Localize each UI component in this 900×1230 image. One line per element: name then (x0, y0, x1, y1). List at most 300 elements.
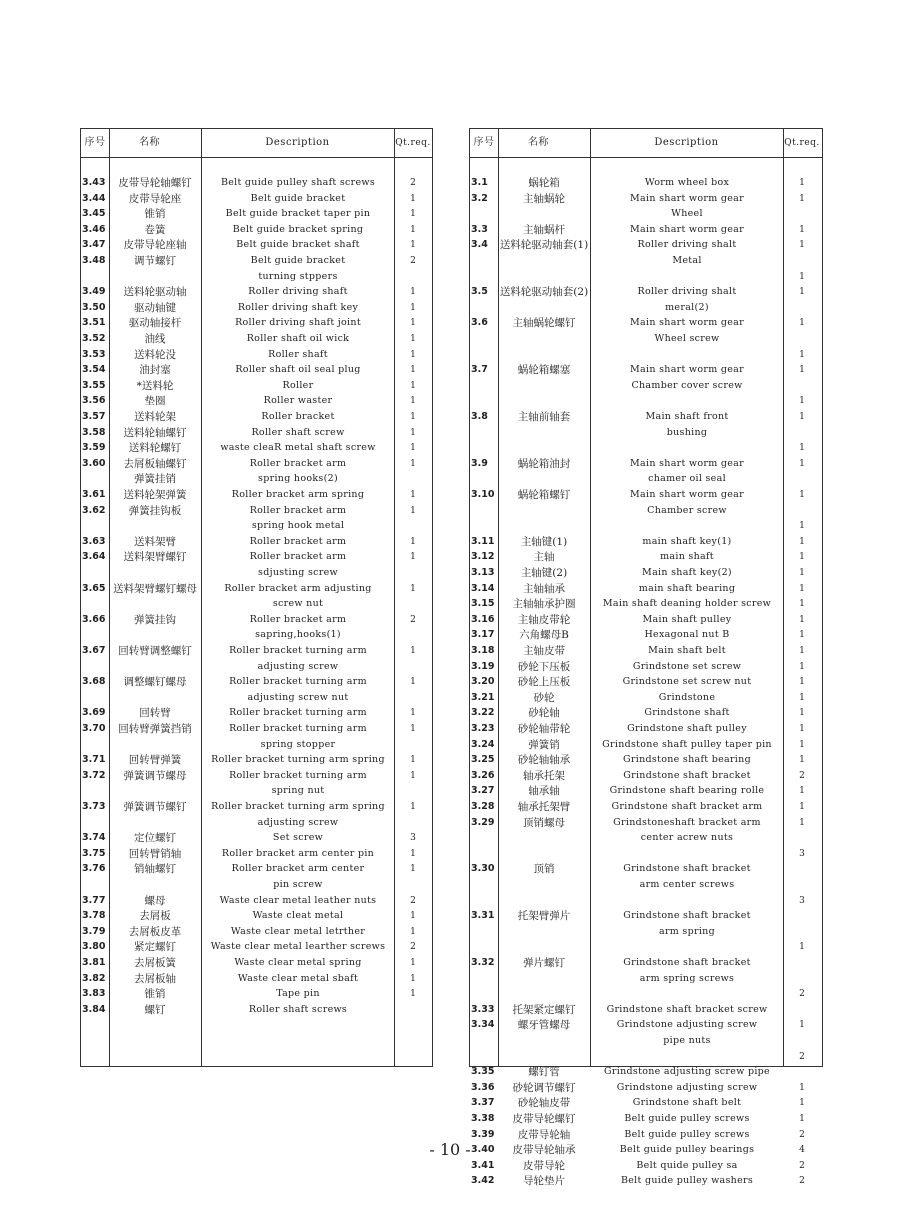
part-number: 3.73 (82, 801, 106, 812)
part-name-cn: 主轴键(1) (520, 535, 568, 548)
part-name-cn: 弹簧挂钩 (134, 613, 176, 626)
part-number: 3.7 (471, 364, 488, 376)
part-name-cn: 砂轮轴带轮 (517, 723, 571, 735)
part-description: Waste clear metal spring (234, 957, 362, 968)
part-name-cn: 皮带导轮 (523, 1159, 565, 1172)
part-description: Wheel screw (654, 333, 720, 344)
part-name-cn: 皮带导轮座 (128, 192, 182, 205)
part-name-cn: 轴承托架 (523, 769, 565, 782)
part-name-cn: 驱动轴键 (134, 301, 176, 314)
part-number: 3.54 (82, 364, 106, 376)
part-quantity: 1 (799, 677, 805, 688)
part-description: Main shaft key(2) (642, 567, 732, 578)
part-number (471, 893, 498, 909)
part-description: Waste clear metal learther screws (210, 941, 386, 953)
part-description: Roller (282, 379, 314, 391)
part-quantity: 1 (799, 443, 805, 454)
part-description: Grindstone shaft pulley (627, 723, 747, 734)
part-name-cn (498, 846, 590, 862)
part-number: 3.29 (471, 816, 495, 828)
part-description: Roller shaft (268, 348, 328, 360)
part-number: 3.30 (471, 863, 495, 875)
part-name-cn: 砂轮轴 (528, 707, 560, 720)
part-quantity: 1 (410, 427, 416, 438)
part-description: pipe nuts (663, 1035, 711, 1046)
part-number (471, 347, 498, 363)
part-quantity: 1 (410, 505, 416, 516)
part-number: 3.23 (471, 723, 495, 734)
part-quantity: 1 (799, 599, 805, 610)
part-name-cn: 紧定螺钉 (134, 941, 176, 954)
part-description: spring nut (271, 785, 325, 797)
part-name-cn: 销轴螺钉 (134, 863, 176, 876)
part-number: 3.24 (471, 738, 495, 750)
part-number: 3.76 (82, 863, 106, 875)
header-name: 名称 (139, 137, 160, 148)
part-number: 3.33 (471, 1003, 495, 1015)
part-name-cn: 去屑板轴 (134, 972, 176, 985)
part-description: Belt guide pulley shaft screws (220, 177, 376, 188)
part-description: turning stppers (258, 270, 338, 282)
part-number: 3.3 (471, 223, 488, 235)
part-quantity: 1 (799, 739, 805, 750)
part-number: 3.77 (82, 894, 106, 906)
part-name-cn: 蜗轮箱 (528, 177, 560, 189)
part-description: Tape pin (276, 988, 320, 1000)
part-description: adjusting screw (257, 816, 339, 828)
part-number: 3.74 (82, 832, 106, 844)
part-quantity: 1 (410, 287, 416, 298)
part-name-cn: 主轴蜗杆 (523, 223, 565, 236)
part-name-cn: 螺钉 (144, 1003, 166, 1016)
part-number: 3.60 (82, 457, 106, 469)
part-number: 3.47 (82, 239, 106, 251)
part-number: 3.62 (82, 504, 106, 516)
part-number: 3.67 (82, 645, 106, 656)
part-quantity: 1 (799, 568, 805, 578)
part-number: 3.42 (471, 1175, 495, 1187)
part-description: arm spring (659, 925, 715, 937)
part-description: Grindstoneshaft bracket arm (613, 816, 761, 828)
part-quantity: 1 (410, 224, 416, 235)
part-description: Metal (672, 255, 702, 266)
part-name-cn (498, 1049, 590, 1065)
part-name-cn (498, 986, 590, 1002)
part-number: 3.13 (471, 567, 495, 578)
part-quantity: 1 (410, 958, 416, 968)
part-number: 3.52 (82, 333, 106, 344)
part-quantity: 1 (799, 521, 805, 532)
part-quantity: 1 (799, 817, 805, 828)
part-number: 3.53 (82, 348, 106, 360)
part-name-cn: 去屑板皮革 (128, 925, 182, 938)
part-name-cn: 送料轮驱动轴套(2) (499, 286, 589, 299)
part-description: Belt guide bracket shaft (236, 239, 360, 251)
part-number: 3.31 (471, 910, 495, 922)
part-number: 3.34 (471, 1019, 495, 1031)
part-name-cn: 送料架臂螺钉螺母 (113, 582, 197, 595)
part-quantity: 1 (410, 380, 416, 391)
part-number: 3.26 (471, 769, 495, 781)
part-quantity: 3 (799, 895, 805, 906)
part-description: main shaft (660, 551, 714, 563)
part-quantity: 1 (799, 1098, 805, 1109)
part-number: 3.43 (82, 177, 106, 188)
part-quantity: 1 (410, 583, 416, 594)
part-quantity: 1 (799, 287, 805, 298)
part-description: Belt guide bracket (250, 192, 346, 204)
part-name-cn: 锥销 (144, 988, 166, 1001)
part-name-cn: 螺母 (144, 894, 166, 907)
part-description: center acrew nuts (640, 832, 734, 844)
part-description: main shaft bearing (638, 582, 736, 594)
part-description: Grindstone shaft bracket (623, 910, 751, 922)
part-description: Belt guide bracket taper pin (225, 208, 371, 220)
part-name-cn: 轴承托架臂 (517, 801, 571, 813)
part-quantity: 1 (410, 646, 416, 656)
part-description: Chamber cover screw (631, 379, 743, 391)
part-quantity: 1 (799, 755, 805, 766)
part-description: Waste cleat metal (252, 910, 344, 922)
part-description: main shaft key(1) (642, 535, 732, 547)
part-description: Roller bracket arm (249, 613, 347, 625)
part-quantity: 1 (410, 989, 416, 1000)
part-number: 3.27 (471, 785, 495, 797)
part-description: Grindstone shaft bracket (623, 863, 751, 875)
part-number (82, 471, 109, 487)
part-description: spring hook metal (251, 520, 345, 532)
part-number: 3.71 (82, 754, 106, 766)
part-quantity: 1 (410, 490, 416, 500)
part-name-cn: 六角螺母B (519, 629, 569, 642)
part-number (471, 846, 498, 862)
part-quantity: 2 (410, 614, 416, 625)
part-quantity: 1 (799, 692, 805, 703)
part-quantity: 1 (799, 536, 805, 547)
header-qty: Qt.req. (395, 138, 431, 148)
part-name-cn: 砂轮轴皮带 (517, 1097, 571, 1110)
part-number: 3.61 (82, 489, 106, 500)
part-quantity: 4 (799, 1145, 805, 1156)
part-description: Belt guide pulley screws (624, 1113, 750, 1124)
part-name-cn: 调节螺钉 (134, 255, 176, 267)
part-number: 3.57 (82, 411, 106, 422)
part-description: Grindstone shaft bracket (623, 957, 751, 968)
part-number: 3.65 (82, 582, 106, 594)
part-number: 3.50 (82, 301, 106, 313)
part-number: 3.17 (471, 629, 495, 641)
part-number: 3.14 (471, 582, 495, 594)
part-quantity: 1 (410, 552, 416, 563)
part-quantity (783, 1064, 821, 1080)
part-name-cn: *送料轮 (136, 379, 174, 392)
part-description: Roller bracket turning arm (229, 769, 367, 781)
part-name-cn: 螺牙管螺母 (517, 1019, 571, 1032)
part-description: Main shart worm gear (630, 317, 744, 329)
part-quantity: 1 (410, 755, 416, 766)
part-number: 3.46 (82, 223, 106, 235)
part-name-cn: 弹簧销 (528, 738, 560, 751)
part-description: Main shart worm gear (630, 457, 744, 469)
part-description: Waste clear metal letrther (230, 925, 366, 937)
part-number: 3.48 (82, 255, 106, 266)
part-description: Roller bracket arm spring (231, 489, 365, 500)
part-number: 3.12 (471, 551, 495, 563)
part-name-cn: 送料架臂螺钉 (123, 551, 187, 564)
part-number: 3.66 (82, 613, 106, 625)
part-name-cn: 垫圈 (144, 395, 166, 408)
part-quantity: 1 (410, 318, 416, 329)
part-quantity: 1 (799, 271, 805, 282)
part-quantity: 1 (410, 724, 416, 734)
part-description: Roller bracket turning arm (229, 645, 367, 656)
part-number: 3.22 (471, 707, 495, 719)
part-quantity: 1 (799, 1114, 805, 1124)
part-description: Roller bracket turning arm (229, 707, 367, 719)
part-name-cn: 蜗轮箱油封 (517, 457, 571, 470)
part-description: Belt guide pulley washers (620, 1175, 754, 1187)
part-number: 3.6 (471, 317, 488, 329)
part-number (471, 393, 498, 409)
part-quantity: 1 (799, 193, 805, 204)
part-number: 3.9 (471, 457, 488, 469)
part-name-cn: 锥销 (144, 208, 166, 221)
part-description: Grindstone set screw nut (622, 676, 752, 688)
part-quantity (783, 908, 821, 924)
part-quantity: 1 (799, 178, 805, 188)
part-number: 3.19 (471, 660, 495, 672)
part-name-cn: 主轴轴承护圈 (512, 598, 576, 611)
part-name-cn (498, 269, 590, 285)
part-name-cn (498, 393, 590, 409)
part-description: Wheel (671, 208, 703, 220)
part-number: 3.51 (82, 317, 106, 329)
part-name-cn (498, 939, 590, 955)
part-name-cn: 回转臂弹簧 (128, 754, 182, 767)
part-quantity: 3 (799, 848, 805, 859)
part-description: Grindstone set screw (632, 660, 742, 672)
part-name-cn: 送料轮螺钉 (128, 442, 182, 455)
part-number: 3.70 (82, 723, 106, 734)
part-number: 3.81 (82, 957, 106, 968)
part-name-cn: 砂轮调节螺钉 (512, 1081, 576, 1094)
part-description: Roller bracket arm (249, 457, 347, 469)
part-number: 3.18 (471, 645, 495, 656)
part-description: Roller bracket arm center pin (221, 847, 375, 859)
part-quantity: 1 (799, 646, 805, 656)
part-name-cn: 回转臂 (139, 707, 171, 720)
part-description: Roller driving shaft joint (235, 317, 361, 329)
part-number: 3.58 (82, 426, 106, 438)
part-description: Main shaft belt (648, 645, 726, 656)
part-description: Main shart worm gear (630, 364, 744, 376)
part-description: spring hooks(2) (258, 473, 338, 485)
part-number: 3.38 (471, 1113, 495, 1124)
part-quantity: 3 (410, 833, 416, 844)
part-number: 3.28 (471, 801, 495, 812)
part-quantity (394, 1002, 432, 1018)
part-name-cn: 皮带导轮轴承 (512, 1144, 576, 1157)
part-number: 3.15 (471, 598, 495, 610)
part-name-cn: 弹簧挂钩板 (128, 504, 182, 517)
part-quantity: 1 (799, 1082, 805, 1093)
part-name-cn: 回转臂弹簧挡销 (118, 723, 192, 735)
part-number: 3.40 (471, 1144, 495, 1156)
part-quantity: 1 (799, 786, 805, 797)
part-quantity: 1 (799, 240, 805, 251)
part-quantity: 1 (410, 334, 416, 344)
part-name-cn: 送料轮驱动轴套(1) (499, 239, 589, 252)
part-name-cn: 砂轮上压板 (517, 676, 571, 689)
part-number: 3.11 (471, 535, 495, 547)
part-number: 3.10 (471, 489, 495, 500)
part-quantity: 1 (410, 458, 416, 469)
part-description: Grindstone shaft bracket arm (611, 801, 763, 812)
part-description: Roller shaft oil wick (246, 333, 350, 344)
part-description: sdjusting screw (258, 567, 338, 578)
part-description: Belt quide pulley sa (636, 1159, 738, 1171)
part-quantity: 1 (799, 349, 805, 360)
part-number: 3.79 (82, 925, 106, 937)
part-description: arm spring screws (639, 972, 735, 984)
part-number (471, 269, 498, 285)
part-quantity: 1 (410, 240, 416, 251)
part-name-cn: 主轴蜗轮 (523, 192, 565, 205)
part-name-cn: 送料轮架弹簧 (123, 489, 187, 501)
part-description: Grindstone shaft bracket (623, 769, 751, 781)
part-name-cn: 主轴 (533, 551, 555, 564)
part-quantity: 1 (410, 349, 416, 360)
part-name-cn: 蜗轮箱螺塞 (517, 364, 571, 377)
part-number: 3.82 (82, 972, 106, 984)
part-description: Grindstone shaft bracket screw (606, 1003, 768, 1015)
part-description: Roller driving shalt (637, 286, 737, 298)
part-name-cn: 定位螺钉 (134, 832, 176, 845)
part-name-cn: 弹簧调节螺钉 (123, 801, 187, 813)
part-number: 3.44 (82, 192, 106, 204)
part-description: Grindstone adjusting screw pipe (604, 1066, 770, 1078)
part-description: Roller driving shaft key (237, 301, 359, 313)
part-description: Grindstone shaft belt (632, 1097, 742, 1109)
part-description: Main shart worm gear (630, 223, 744, 235)
part-description: Main shart worm gear (630, 192, 744, 204)
part-quantity: 1 (799, 802, 805, 812)
part-description: Main shaft front (645, 411, 729, 422)
part-name-cn: 砂轮 (533, 691, 555, 704)
part-number: 3.35 (471, 1066, 495, 1078)
part-number: 3.69 (82, 707, 106, 719)
part-name-cn (498, 440, 590, 456)
part-number: 3.49 (82, 286, 106, 298)
part-name-cn: 皮带导轮座轴 (123, 239, 187, 252)
part-description: adjusting screw nut (247, 691, 349, 703)
part-name-cn: 皮带导轮轴螺钉 (118, 177, 192, 189)
part-description: Grindstone shaft bearing (623, 754, 751, 766)
part-number: 3.16 (471, 613, 495, 625)
left-parts-table (80, 128, 433, 1067)
part-name-cn: 去屑板簧 (134, 957, 176, 969)
part-quantity: 2 (799, 1160, 805, 1171)
part-number: 3.32 (471, 957, 495, 968)
part-number: 3.4 (471, 239, 488, 251)
part-description: Main shaft deaning holder screw (602, 598, 772, 610)
part-description: Roller driving shalt (637, 239, 737, 251)
part-number: 3.8 (471, 411, 488, 422)
part-number: 3.20 (471, 676, 495, 688)
part-name-cn: 调整螺钉螺母 (123, 676, 187, 689)
part-quantity: 1 (799, 942, 805, 953)
part-name-cn: 回转臂销轴 (128, 847, 182, 860)
part-number: 3.80 (82, 941, 106, 953)
part-number: 3.56 (82, 395, 106, 407)
part-quantity: 1 (410, 677, 416, 688)
part-number: 3.72 (82, 769, 106, 781)
part-name-cn: 弹簧调节螺母 (123, 769, 187, 782)
part-description: bushing (666, 426, 708, 438)
part-number: 3.75 (82, 847, 106, 859)
part-name-cn: 主轴皮带轮 (517, 613, 571, 626)
part-quantity: 1 (799, 458, 805, 469)
part-name-cn: 顶销螺母 (523, 816, 565, 829)
part-name-cn (498, 893, 590, 909)
part-description: Roller bracket arm (249, 551, 347, 563)
part-description: meral(2) (665, 301, 709, 313)
header-description: Description (654, 137, 719, 148)
part-quantity: 1 (410, 365, 416, 376)
part-quantity: 1 (799, 630, 805, 641)
part-description: spring stopper (260, 738, 336, 750)
part-quantity: 1 (410, 926, 416, 937)
part-quantity: 1 (799, 552, 805, 563)
part-name-cn: 送料轮架 (134, 411, 176, 423)
part-name-cn: 螺钉管 (528, 1066, 560, 1079)
part-number: 3.36 (471, 1081, 495, 1093)
page-number: - 10 - (429, 1140, 471, 1159)
part-quantity: 1 (799, 1020, 805, 1031)
header-name: 名称 (528, 137, 549, 148)
part-quantity: 1 (410, 412, 416, 422)
part-number (471, 939, 498, 955)
part-quantity: 2 (410, 178, 416, 188)
part-name-cn (498, 347, 590, 363)
part-description: Belt guide bracket spring (232, 223, 364, 235)
part-name-cn: 驱动轴接杆 (128, 317, 182, 330)
part-number: 3.21 (471, 691, 495, 703)
part-number: 3.55 (82, 379, 106, 391)
part-description: Roller bracket arm (249, 535, 347, 547)
part-number (471, 518, 498, 534)
part-quantity: 1 (799, 365, 805, 376)
part-quantity: 2 (799, 1129, 805, 1140)
part-number: 3.2 (471, 192, 488, 204)
part-description: Main shart worm gear (630, 489, 744, 500)
part-quantity: 1 (410, 770, 416, 781)
part-name-cn: 弹簧挂销 (134, 473, 176, 486)
part-quantity: 1 (799, 490, 805, 500)
part-number: 3.63 (82, 535, 106, 547)
part-number: 3.1 (471, 177, 488, 188)
part-number: 3.41 (471, 1159, 495, 1171)
part-description: Waste clear metal leather nuts (219, 894, 377, 906)
part-name-cn: 去屑板 (139, 910, 171, 923)
part-number: 3.37 (471, 1097, 495, 1109)
part-quantity (783, 955, 821, 971)
part-quantity: 1 (799, 708, 805, 719)
part-quantity: 1 (410, 802, 416, 812)
part-description: Roller shaft screw (251, 426, 345, 438)
part-description: Grindstone (658, 691, 716, 703)
part-quantity: 1 (410, 193, 416, 204)
